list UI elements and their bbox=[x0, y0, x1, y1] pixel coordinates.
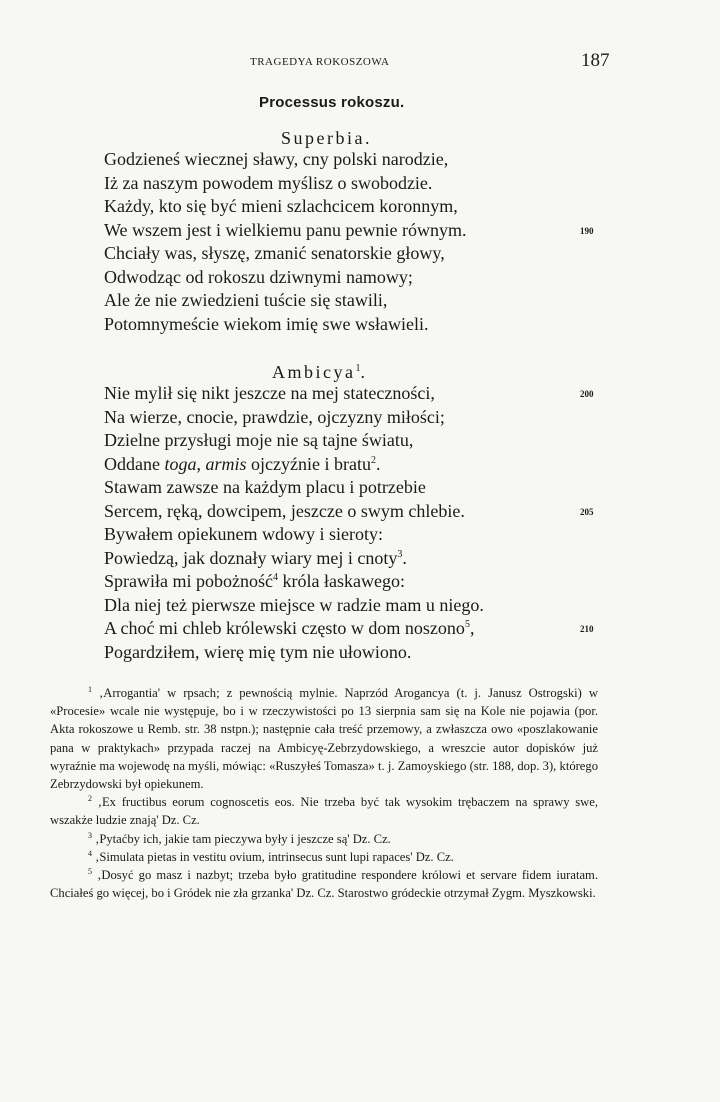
speaker-name: Superbia. bbox=[281, 128, 372, 148]
line-number: 210 bbox=[580, 624, 594, 634]
verse-line: Dla niej też pierwsze miejsce w radzie mam u niego. bbox=[104, 594, 484, 615]
verse-line: Stawam zawsze na każdym placu i potrzebie bbox=[104, 477, 426, 497]
footnote-marker: 3 bbox=[88, 830, 92, 840]
verse-line: A choć mi chleb królewski często w dom noszono$^5$, 210 bbox=[104, 617, 624, 641]
footnote: $^4$ ‚Simulata pietas in vestitu ovium, intrinsecus sunt lupi rapaces' Dz. Cz. bbox=[88, 848, 454, 864]
footnote-marker: 3 bbox=[397, 548, 403, 560]
verse-stanza-1 bbox=[104, 148, 624, 336]
verse-line: Pogardziłem, wierę mię tym nie ułowiono. bbox=[104, 641, 412, 662]
verse-line: Odwodząc od rokoszu dziwnymi namowy; bbox=[104, 266, 413, 287]
footnote: $^3$ ‚Pytaćby ich, jakie tam pieczywa były i jeszcze są' Dz. Cz. bbox=[88, 830, 391, 846]
verse-line: Godzieneś wiecznej sławy, cny polski narodzie, bbox=[104, 149, 449, 169]
speaker-heading-superbia bbox=[281, 128, 372, 149]
verse-line: Sercem, ręką, dowcipem, jeszcze o swym chlebie. 205 bbox=[104, 500, 624, 524]
speaker-heading-ambicya: Ambicya$^1$. bbox=[272, 362, 368, 382]
running-title: TRAGEDYA ROKOSZOWA bbox=[250, 56, 390, 68]
footnote-marker: 2 bbox=[88, 794, 92, 804]
footnote-marker: 1 bbox=[88, 684, 92, 694]
footnote-marker: 4 bbox=[272, 572, 278, 583]
footnote-marker: 4 bbox=[88, 848, 92, 858]
verse-line: Iż za naszym powodem myślisz o swobodzie. bbox=[104, 172, 433, 193]
verse-line: Oddane toga, armis ojczyźnie i bratu$^2$. bbox=[104, 453, 381, 474]
verse-line: Każdy, kto się być mieni szlachcicem koronnym, bbox=[104, 196, 458, 216]
verse-line: Dzielne przysługi moje nie są tajne światu, bbox=[104, 430, 414, 450]
footnote: $^2$ ‚Ex fructibus eorum cognoscetis eos. Nie trzeba być tak wysokim trębaczem na sprawy swe, wszakże ludzie znają' Dz. Cz. bbox=[50, 794, 598, 828]
verse-line: Powiedzą, jak doznały wiary mej i cnoty$^3$. bbox=[104, 547, 407, 568]
verse-line: Bywałem opiekunem wdowy i sieroty: bbox=[104, 524, 383, 544]
footnotes bbox=[50, 684, 598, 902]
verse-line: Chciały was, słyszę, zmanić senatorskie głowy, bbox=[104, 243, 445, 263]
running-header bbox=[0, 52, 720, 72]
speaker-name: Ambicya bbox=[272, 362, 356, 382]
footnote-marker: 2 bbox=[370, 454, 376, 466]
line-number: 190 bbox=[580, 225, 594, 236]
verse-line: Na wierze, cnocie, prawdzie, ojczyzny miłości; bbox=[104, 406, 445, 427]
line-number: 200 bbox=[580, 389, 594, 399]
line-number: 205 bbox=[580, 506, 594, 517]
verse-line: Nie mylił się nikt jeszcze na mej stateczności, 200 bbox=[104, 382, 624, 406]
footnote: $^1$ ‚Arrogantia' w rpsach; z pewnością mylnie. Naprzód Arogancya (t. j. Janusz Ostrogski) w «Procesie» wcale nie występuje, bo i w rzeczywistości po 13 sierpnia sam się na Kole nie pojawia (por. Akta rokoszowe u Remb. str. 38 nstpn.); następnie cała treść przemowy, a zwłaszcza owo «poszlakowanie pana w praktykach» przypada raczej na Ambicyę-Zebrzydowskiego, a wreszcie autor dopisków już wyraźnie ma wojewodę na myśli, mówiąc: «Ruszyłeś Tomasza» t. j. Zamoyskiego (str. 188, dop. 3), którego Zebrzydowski był opiekunem. bbox=[50, 684, 598, 792]
footnote: $^5$ ‚Dosyć go masz i nazbyt; trzeba było gratitudine respondere królowi et servare fidem iuratam. Chciałeś go więcej, bo i Gródek nie zła grzanka' Dz. Cz. Starostwo gródeckie otrzymał Zygm. Myszkowski. bbox=[50, 866, 598, 901]
italic-phrase: toga bbox=[164, 453, 197, 474]
verse-line: Ale że nie zwiedzieni tuście się stawili, bbox=[104, 290, 388, 310]
page-number: 187 bbox=[581, 50, 610, 71]
footnote-marker: 1 bbox=[355, 363, 361, 374]
verse-line: Sprawiła mi pobożność$^4$ króla łaskawego: bbox=[104, 571, 405, 591]
verse-line: We wszem jest i wielkiemu panu pewnie równym. 190 bbox=[104, 219, 624, 243]
verse-stanza-2 bbox=[104, 382, 624, 664]
footnote-marker: 5 bbox=[88, 866, 92, 876]
footnote-marker: 5 bbox=[464, 619, 470, 630]
italic-phrase: armis bbox=[205, 453, 247, 474]
section-title: Processus rokoszu. bbox=[259, 94, 405, 111]
verse-line: Potomnymeście wiekom imię swe wsławieli. bbox=[104, 313, 429, 334]
